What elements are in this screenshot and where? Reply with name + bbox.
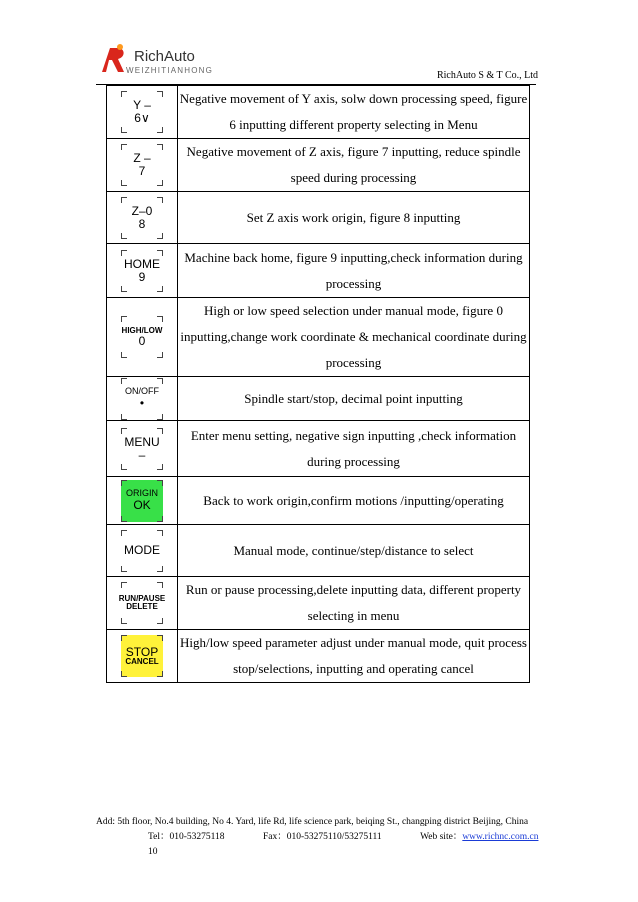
company-name: RichAuto S & T Co., Ltd bbox=[436, 70, 538, 81]
key-cell bbox=[107, 421, 178, 477]
key-description: Set Z axis work origin, figure 8 inputting bbox=[178, 192, 530, 244]
table-row bbox=[107, 630, 530, 683]
key-top-label: RUN/PAUSE bbox=[118, 593, 166, 603]
table-row bbox=[107, 525, 530, 577]
key-cell bbox=[107, 577, 178, 630]
table-row bbox=[107, 86, 530, 139]
logo-name: RichAuto bbox=[134, 48, 195, 65]
keypad-key-icon bbox=[121, 250, 163, 292]
table-row bbox=[107, 298, 530, 377]
table-row bbox=[107, 377, 530, 421]
table-row bbox=[107, 577, 530, 630]
footer-web-label: Web site： bbox=[420, 832, 463, 842]
key-description: Negative movement of Y axis, solw down processing speed, figure 6 inputting different property selecting in Menu bbox=[178, 86, 530, 139]
footer-fax: Fax：010-53275110/53275111 bbox=[262, 832, 382, 842]
key-bottom-label: 7 bbox=[138, 164, 146, 178]
key-top-label: MENU bbox=[124, 434, 160, 449]
key-description: High or low speed selection under manual mode, figure 0 inputting,change work coordinate & mechanical coordinate during processing bbox=[178, 298, 530, 377]
keypad-key-icon bbox=[121, 480, 163, 522]
key-description: Machine back home, figure 9 inputting,check information during processing bbox=[178, 244, 530, 298]
key-cell bbox=[107, 377, 178, 421]
key-top-label: Z–0 bbox=[131, 203, 153, 218]
key-description: High/low speed parameter adjust under manual mode, quit process stop/selections, inputting and operating cancel bbox=[178, 630, 530, 683]
table-row bbox=[107, 192, 530, 244]
key-cell bbox=[107, 525, 178, 577]
footer-web-link[interactable]: www.richnc.com.cn bbox=[462, 832, 539, 842]
table-row bbox=[107, 477, 530, 525]
key-bottom-label: – bbox=[138, 447, 146, 462]
key-top-label: Y – bbox=[133, 98, 151, 113]
key-bottom-label: 9 bbox=[138, 269, 146, 284]
key-bottom-label: 0 bbox=[138, 333, 146, 348]
keypad-key-icon bbox=[121, 197, 163, 239]
keypad-key-icon bbox=[121, 316, 163, 358]
key-cell bbox=[107, 244, 178, 298]
key-top-label: HIGH/LOW bbox=[121, 325, 163, 335]
key-bottom-label: OK bbox=[133, 497, 151, 512]
key-bottom-label: DELETE bbox=[126, 602, 158, 611]
key-bottom-label: 8 bbox=[138, 216, 146, 231]
key-description: Negative movement of Z axis, figure 7 inputting, reduce spindle speed during processing bbox=[178, 139, 530, 192]
key-description: Enter menu setting, negative sign inputting ,check information during processing bbox=[178, 421, 530, 477]
keypad-key-icon bbox=[121, 91, 163, 133]
footer-address: Add: 5th floor, No.4 building, No 4. Yard, life Rd, life science park, beiqing St., changping district Beijing, China bbox=[96, 817, 529, 827]
key-top-label: MODE bbox=[124, 543, 160, 558]
key-top-label: ON/OFF bbox=[125, 386, 159, 397]
keypad-key-icon bbox=[121, 635, 163, 677]
key-description: Manual mode, continue/step/distance to select bbox=[178, 525, 530, 577]
keypad-key-icon bbox=[121, 428, 163, 470]
logo-subtitle: WEIZHITIANHONG bbox=[126, 66, 214, 75]
key-description: Spindle start/stop, decimal point inputting bbox=[178, 377, 530, 421]
page-number: 10 bbox=[148, 847, 158, 857]
key-bottom-label: 6∨ bbox=[134, 111, 150, 125]
table-row bbox=[107, 139, 530, 192]
key-top-label: STOP bbox=[125, 644, 159, 659]
key-description: Back to work origin,confirm motions /inputting/operating bbox=[178, 477, 530, 525]
key-description: Run or pause processing,delete inputting data, different property selecting in menu bbox=[178, 577, 530, 630]
page-footer bbox=[96, 815, 538, 860]
key-top-label: Z – bbox=[133, 151, 151, 166]
key-cell bbox=[107, 192, 178, 244]
keypad-key-icon bbox=[121, 378, 163, 420]
key-top-label: ORIGIN bbox=[125, 488, 158, 499]
key-cell bbox=[107, 477, 178, 525]
key-cell bbox=[107, 298, 178, 377]
key-function-table bbox=[106, 85, 530, 683]
keypad-key-icon bbox=[121, 530, 163, 572]
logo-mark-icon bbox=[96, 42, 130, 76]
table-row bbox=[107, 421, 530, 477]
key-cell bbox=[107, 630, 178, 683]
key-cell bbox=[107, 86, 178, 139]
table-row bbox=[107, 244, 530, 298]
key-bottom-label: • bbox=[139, 395, 145, 410]
key-cell bbox=[107, 139, 178, 192]
key-bottom-label: CANCEL bbox=[125, 657, 159, 667]
keypad-key-icon bbox=[121, 144, 163, 186]
footer-tel: Tel：010-53275118 bbox=[148, 832, 225, 842]
key-top-label: HOME bbox=[124, 256, 160, 271]
richauto-logo bbox=[96, 42, 214, 78]
keypad-key-icon bbox=[118, 582, 166, 624]
